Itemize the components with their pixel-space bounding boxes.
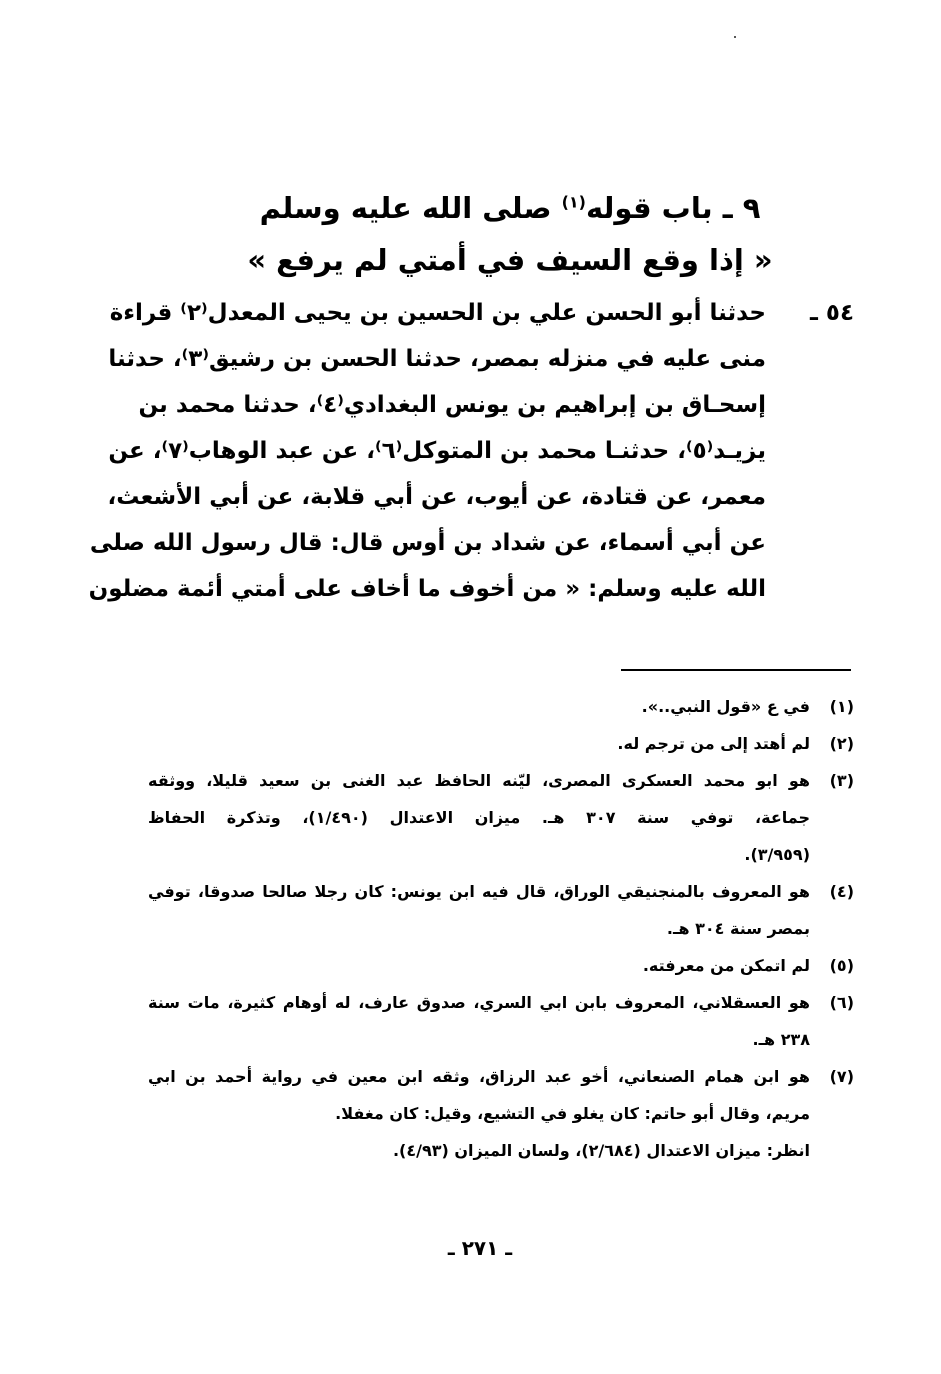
page-number: ـ ٢٧١ ـ	[447, 1236, 513, 1260]
footnote-line: في ع «قول النبي..».	[641, 697, 810, 716]
footnote-line: ٢٣٨ هـ.	[752, 1030, 810, 1049]
hadith-line: منى عليه في منزله بمصر، حدثنا الحسن بن رشيق⁽٣⁾، حدثنا	[108, 346, 766, 372]
footnote-text	[148, 984, 810, 1058]
footnote-text	[148, 1058, 810, 1169]
footnote-number: (١)	[829, 697, 854, 716]
footnote-text	[148, 688, 810, 725]
chapter-title-start: ٩ ـ باب قوله	[585, 191, 761, 225]
footnote-line: بمصر سنة ٣٠٤ هـ.	[666, 919, 810, 938]
footnote-line: انظر: ميزان الاعتدال (٢/٦٨٤)، ولسان الميزان (٤/٩٣).	[392, 1141, 810, 1160]
footnote-6	[148, 984, 854, 1058]
hadith-line: حدثنا أبو الحسن علي بن الحسين بن يحيى المعدل⁽٢⁾ قراءة	[109, 300, 766, 326]
hadith-line: عن أبي أسماء، عن شداد بن أوس قال: قال رسول الله صلى	[89, 530, 766, 556]
footnote-7	[148, 1058, 854, 1169]
footnote-number: (٦)	[829, 993, 854, 1012]
footnote-number: (٧)	[829, 1067, 854, 1086]
footnote-number: (٣)	[829, 771, 854, 790]
chapter-heading	[150, 188, 870, 280]
footnote-1	[148, 688, 854, 725]
footnote-divider	[621, 669, 851, 671]
scan-speck	[734, 36, 736, 38]
footnote-number: (٥)	[829, 956, 854, 975]
chapter-title-line1	[150, 188, 870, 228]
chapter-title-end: صلى الله عليه وسلم	[259, 191, 562, 225]
footnote-line: هو المعروف بالمنجنيقي الوراق، قال فيه ابن يونس: كان رجلا صالحا صدوقا، توفي	[148, 882, 810, 901]
footnote-line: مريم، وقال أبو حاتم: كان يغلو في التشيع، وقيل: كان مغفلا.	[335, 1104, 810, 1123]
footnote-text	[148, 873, 810, 947]
footnote-line: هو العسقلاني، المعروف بابن ابي السري، صدوق عارف، له أوهام كثيرة، مات سنة	[148, 993, 810, 1012]
footnote-text	[148, 947, 810, 984]
footnote-text	[148, 725, 810, 762]
footnote-line: لم أهتد إلى من ترجم له.	[617, 734, 810, 753]
footnote-line: لم اتمكن من معرفته.	[642, 956, 810, 975]
footnote-number: (٢)	[829, 734, 854, 753]
footnotes-section	[148, 688, 854, 1169]
footnote-5	[148, 947, 854, 984]
footnote-line: (٣/٩٥٩).	[744, 845, 810, 864]
hadith-line: الله عليه وسلم: « من أخوف ما أخاف على أمتي أئمة مضلون	[88, 576, 766, 602]
footnote-3	[148, 762, 854, 873]
footnote-number: (٤)	[829, 882, 854, 901]
footnote-4	[148, 873, 854, 947]
footnote-line: هو ابن همام الصنعاني، أخو عبد الرزاق، وثقه ابن معين في رواية أحمد بن ابي	[148, 1067, 810, 1086]
hadith-line: معمر، عن قتادة، عن أيوب، عن أبي قلابة، عن أبي الأشعث،	[107, 484, 766, 510]
footnote-2	[148, 725, 854, 762]
hadith-line: إسحـاق بن إبراهيم بن يونس البغدادي⁽٤⁾، حدثنا محمد بن	[138, 392, 766, 418]
hadith-line: يزيـد⁽٥⁾، حدثنـا محمد بن المتوكل⁽٦⁾، عن عبد الوهاب⁽٧⁾، عن	[108, 438, 766, 464]
footnote-text	[148, 762, 810, 873]
hadith-number: ٥٤ ـ	[810, 300, 854, 326]
footnote-ref-1: (١)	[561, 192, 586, 212]
footnote-line: جماعة، توفي سنة ٣٠٧ هـ. ميزان الاعتدال (١/٤٩٠)، وتذكرة الحفاظ	[148, 808, 811, 827]
footnote-line: هو ابو محمد العسكرى المصرى، ليّنه الحافظ عبد الغنى بن سعيد قليلا، ووثقه	[148, 771, 810, 790]
hadith-text	[88, 290, 766, 612]
chapter-title-line2: « إذا وقع السيف في أمتي لم يرفع »	[247, 243, 773, 277]
